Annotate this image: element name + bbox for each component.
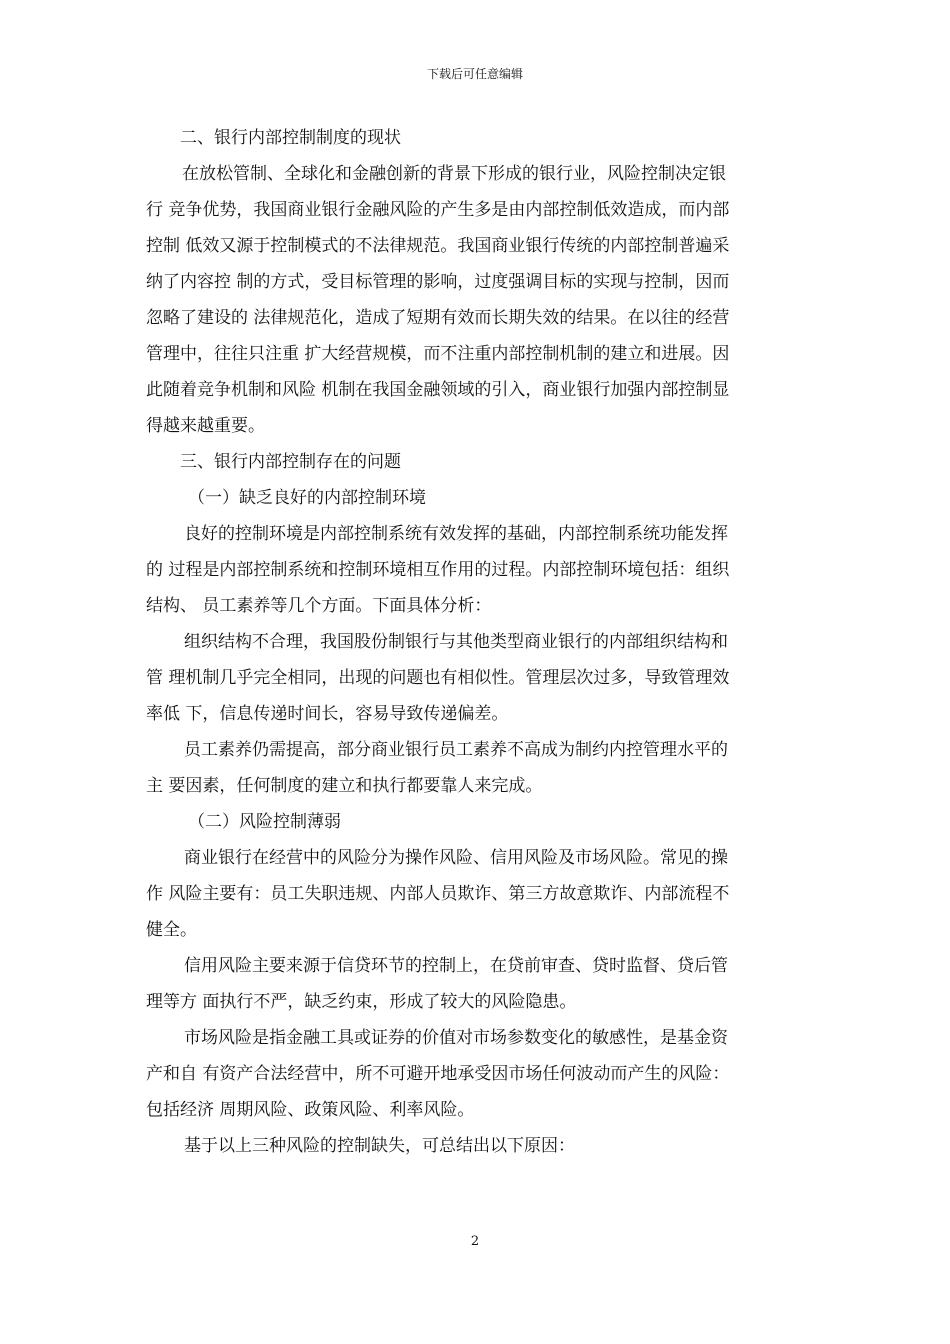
paragraph-line: 纳了内容控 制的方式，受目标管理的影响，过度强调目标的实现与控制，因而 (146, 272, 730, 292)
paragraph-line: 基于以上三种风险的控制缺失，可总结出以下原因： (184, 1136, 575, 1156)
subsection-heading-1: （一）缺乏良好的内部控制环境 (188, 488, 426, 508)
paragraph-line: 管 理机制几乎完全相同，出现的问题也有相似性。管理层次过多，导致管理效 (146, 668, 730, 688)
paragraph-line: 得越来越重要。 (146, 416, 265, 436)
document-body (146, 120, 808, 1164)
paragraph-line: 主 要因素，任何制度的建立和执行都要靠人来完成。 (146, 776, 543, 796)
paragraph-line: 此随着竞争机制和风险 机制在我国金融领域的引入，商业银行加强内部控制显 (146, 380, 730, 400)
paragraph-line: 包括经济 周期风险、政策风险、利率风险。 (146, 1100, 475, 1120)
paragraph-line: 行 竞争优势，我国商业银行金融风险的产生多是由内部控制低效造成，而内部 (146, 200, 730, 220)
paragraph-line: 组织结构不合理，我国股份制银行与其他类型商业银行的内部组织结构和 (184, 632, 728, 652)
paragraph-line: 管理中，往往只注重 扩大经营规模，而不注重内部控制机制的建立和进展。因 (146, 344, 730, 364)
paragraph-line: 市场风险是指金融工具或证券的价值对市场参数变化的敏感性，是基金资 (184, 1028, 728, 1048)
paragraph-line: 良好的控制环境是内部控制系统有效发挥的基础，内部控制系统功能发挥 (184, 524, 728, 544)
paragraph-line: 员工素养仍需提高，部分商业银行员工素养不高成为制约内控管理水平的 (184, 740, 728, 760)
paragraph-line: 作 风险主要有：员工失职违规、内部人员欺诈、第三方故意欺诈、内部流程不 (146, 884, 730, 904)
paragraph-line: 产和自 有资产合法经营中，所不可避开地承受因市场任何波动而产生的风险： (146, 1064, 730, 1084)
page-number: 2 (470, 1234, 480, 1249)
paragraph-line: 忽略了建设的 法律规范化，造成了短期有效而长期失效的结果。在以往的经营 (146, 308, 730, 328)
page-header: 下载后可任意编辑 (426, 67, 523, 81)
paragraph-line: 信用风险主要来源于信贷环节的控制上，在贷前审查、贷时监督、贷后管 (184, 956, 728, 976)
section-heading-3: 三、银行内部控制存在的问题 (180, 452, 401, 472)
paragraph-line: 商业银行在经营中的风险分为操作风险、信用风险及市场风险。常见的操 (184, 848, 728, 868)
paragraph-line: 健全。 (146, 920, 197, 940)
paragraph-line: 在放松管制、全球化和金融创新的背景下形成的银行业，风险控制决定银 (182, 164, 726, 184)
paragraph-line: 控制 低效又源于控制模式的不法律规范。我国商业银行传统的内部控制普遍采 (146, 236, 730, 256)
subsection-heading-2: （二）风险控制薄弱 (188, 812, 341, 832)
paragraph-line: 率低 下，信息传递时间长，容易导致传递偏差。 (146, 704, 509, 724)
section-heading-2: 二、银行内部控制制度的现状 (180, 128, 401, 148)
paragraph-line: 的 过程是内部控制系统和控制环境相互作用的过程。内部控制环境包括：组织 (146, 560, 730, 580)
paragraph-line: 结构、 员工素养等几个方面。下面具体分析： (146, 596, 492, 616)
paragraph-line: 理等方 面执行不严，缺乏约束，形成了较大的风险隐患。 (146, 992, 577, 1012)
